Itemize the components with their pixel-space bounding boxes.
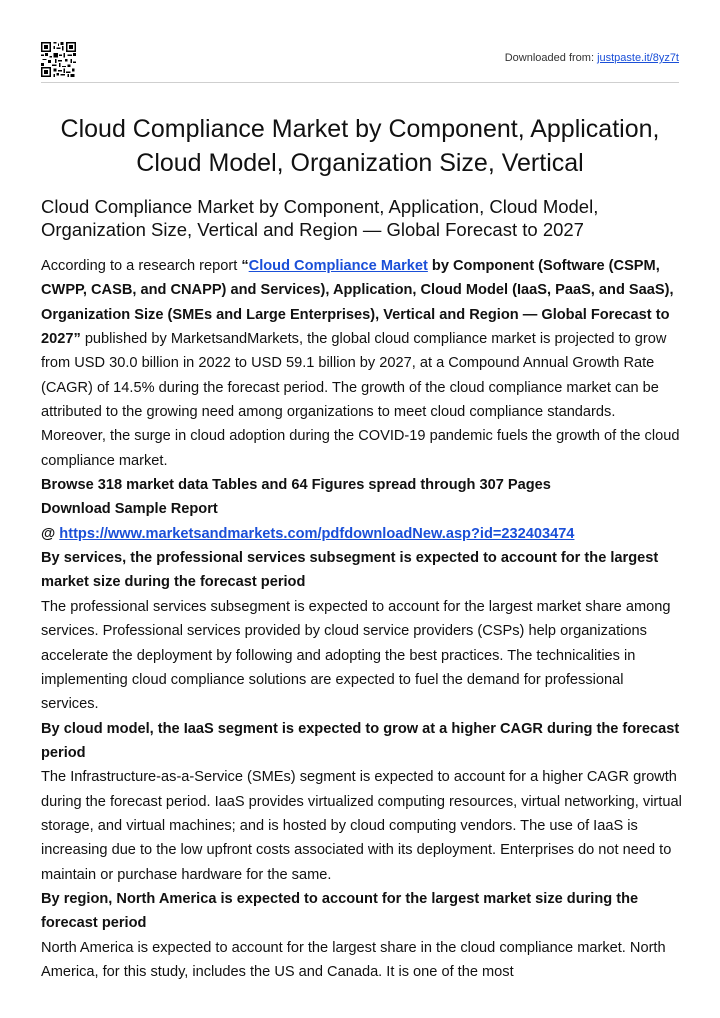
- header-divider: [41, 82, 679, 83]
- qr-code-icon: [41, 42, 76, 77]
- sample-report-link[interactable]: https://www.marketsandmarkets.com/pdfdownloadNew.asp?id=232403474: [59, 525, 575, 542]
- report-link[interactable]: Cloud Compliance Market: [248, 258, 428, 274]
- sample-link-line: @ https://www.marketsandmarkets.com/pdfdownloadNew.asp?id=232403474: [41, 525, 575, 542]
- download-source: [505, 52, 679, 64]
- document-title: Cloud Compliance Market by Component, Application, Cloud Model, Organization Size, Vertical: [60, 115, 660, 177]
- source-link[interactable]: justpaste.it/8yz7t: [597, 52, 679, 64]
- document-subtitle: Cloud Compliance Market by Component, Application, Cloud Model, Organization Size, Vertical and Region — Global Forecast to 2027: [41, 196, 599, 240]
- section-heading-region: By region, North America is expected to account for the largest market size during the forecast period: [41, 890, 639, 932]
- section-text-services: The professional services subsegment is expected to account for the largest market share among services. Professional services provided by cloud service providers (CSPs) help organizations accelerate the deployment by following and adopting the best practices. The technicalities in implementing cloud compliance solutions are expected to fuel the demand for professional services.: [41, 598, 671, 713]
- downloaded-label: Downloaded from:: [504, 52, 598, 64]
- intro-paragraph: [41, 254, 684, 473]
- article-body: [41, 254, 684, 984]
- intro-body: published by MarketsandMarkets, the global cloud compliance market is projected to grow from USD 30.0 billion in 2022 to USD 59.1 billion by 2027, at a Compound Annual Growth Rate (CAGR) of 14.5% during the forecast period. The growth of the cloud compliance market can be attributed to the growing need among organizations to meet cloud compliance standards. Moreover, the surge in cloud adoption during the COVID-19 pandemic fuels the growth of the cloud compliance market.: [41, 331, 680, 469]
- browse-line: Browse 318 market data Tables and 64 Figures spread through 307 Pages: [41, 477, 551, 494]
- section-heading-cloud-model: By cloud model, the IaaS segment is expected to grow at a higher CAGR during the forecast period: [41, 720, 680, 761]
- section-text-cloud-model: The Infrastructure-as-a-Service (SMEs) segment is expected to account for a higher CAGR growth during the forecast period. IaaS provides virtualized computing resources, virtual networking, virtual storage, and virtual machines; and is hosted by cloud computing vendors. The use of IaaS is increasing due to the low upfront costs associated with its deployment. Enterprises do not need to maintain or purchase hardware for the same.: [41, 769, 682, 883]
- intro-open-quote: “: [241, 258, 249, 274]
- section-text-region: North America is expected to account for the largest share in the cloud compliance market. North America, for this study, includes the US and Canada. It is one of the most: [41, 939, 666, 980]
- intro-prefix: According to a research report: [41, 258, 242, 274]
- sample-label: Download Sample Report: [41, 501, 218, 518]
- section-heading-services: By services, the professional services subsegment is expected to account for the largest market size during the forecast period: [41, 550, 659, 591]
- report-title-rest: by Component (Software (CSPM, CWPP, CASB, and CNAPP) and Services), Application, Cloud Model (IaaS, PaaS, and SaaS), Organization Size (SMEs and Large Enterprises), Vertical and Region — Global Forecast to 2027”: [41, 258, 674, 348]
